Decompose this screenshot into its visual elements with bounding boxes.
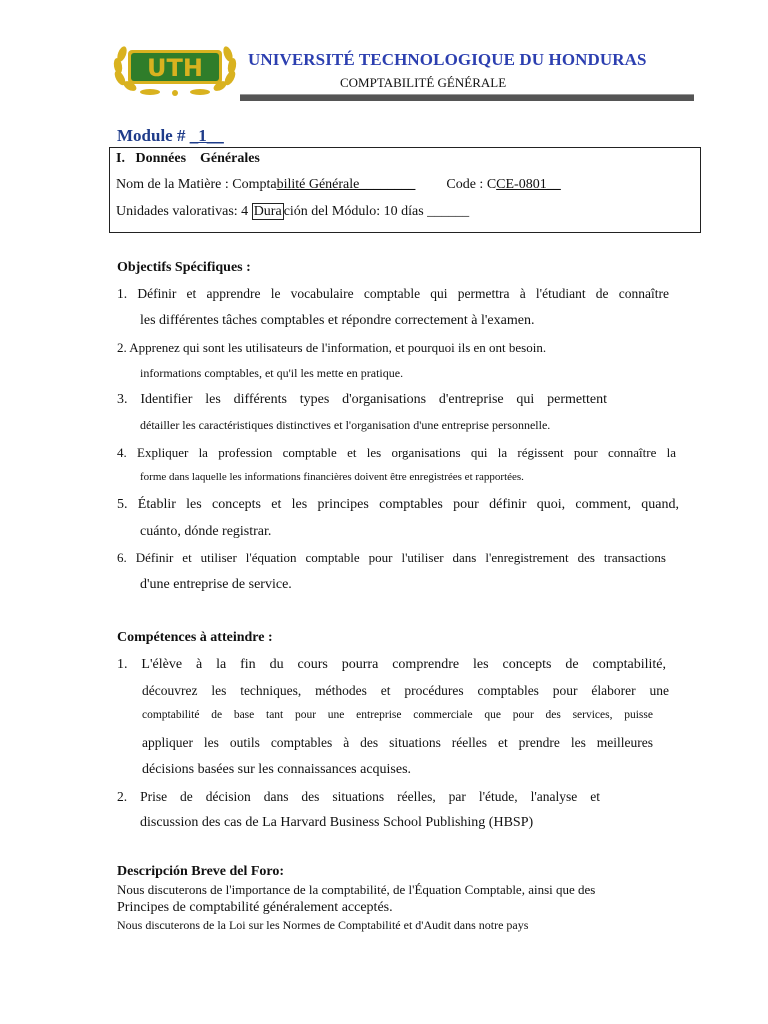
general-heading-num: I. — [116, 151, 125, 166]
general-heading — [116, 151, 260, 167]
objective-6-line1: 6. Définir et utiliser l'équation comptable pour l'utiliser dans l'enregistrement des transactions — [117, 550, 666, 565]
subject-value: bilité Générale________ — [276, 177, 416, 192]
objective-5-line1: 5. Établir les concepts et les principes comptables pour définir quoi, comment, quand, — [117, 497, 679, 512]
module-heading — [117, 126, 224, 146]
objective-5-line2: cuánto, dónde registrar. — [140, 524, 272, 539]
code-label: Code : C — [446, 177, 497, 192]
competence-1-line2: découvrez les techniques, méthodes et procédures comptables pour élaborer une — [142, 683, 669, 698]
objective-3-line1: 3. Identifier les différents types d'organisations d'entreprise qui permettent — [117, 392, 607, 407]
uth-logo — [110, 38, 240, 98]
competence-1-line4: appliquer les outils comptables à des situations réelles et prendre les meilleures — [142, 735, 653, 750]
objective-6-line2: d'une entreprise de service. — [140, 577, 292, 592]
units-suffix: ción del Módulo: 10 días ______ — [283, 204, 470, 219]
competences-title: Compétences à atteindre : — [117, 630, 273, 645]
forum-line-1: Nous discuterons de l'importance de la comptabilité, de l'Équation Comptable, ainsi que des — [117, 882, 596, 897]
competence-1-line5: décisions basées sur les connaissances acquises. — [142, 762, 412, 777]
logo-text: UTH — [147, 54, 203, 82]
general-heading-text: Données Générales — [135, 151, 260, 166]
units-prefix: Unidades valorativas: 4 — [116, 204, 252, 219]
competence-1-line1: 1. L'élève à la fin du cours pourra comprendre les concepts de comptabilité, — [117, 657, 666, 672]
objective-2-line1: 2. Apprenez qui sont les utilisateurs de l'information, et pourquoi ils en ont besoin. — [117, 340, 547, 355]
objectives-title: Objectifs Spécifiques : — [117, 260, 251, 275]
objective-1-line1: 1. Définir et apprendre le vocabulaire comptable qui permettra à l'étudiant de connaître — [117, 286, 669, 301]
module-number: _1__ — [189, 126, 224, 145]
module-label: Module # — [117, 126, 186, 145]
forum-title: Descripción Breve del Foro: — [117, 864, 285, 879]
objective-1-line2: les différentes tâches comptables et répondre correctement à l'examen. — [140, 313, 535, 328]
subject-title: COMPTABILITÉ GÉNÉRALE — [340, 75, 507, 90]
objective-4-line2: forme dans laquelle les informations financières doivent être enregistrées et rapportées. — [140, 471, 524, 483]
forum-line-3: Nous discuterons de la Loi sur les Normes de Comptabilité et d'Audit dans notre pays — [117, 918, 529, 932]
subject-line — [116, 177, 561, 193]
forum-line-2: Principes de comptabilité généralement acceptés. — [117, 900, 393, 915]
subject-label: Nom de la Matière : Compta — [116, 177, 277, 192]
competence-1-line3: comptabilité de base tant pour une entreprise commerciale que pour des services, puisse — [142, 709, 653, 721]
objective-4-line1: 4. Expliquer la profession comptable et les organisations qui la régissent pour connaître la — [117, 445, 676, 460]
units-line — [116, 204, 469, 220]
objective-2-line2: informations comptables, et qu'il les mette en pratique. — [140, 366, 404, 380]
code-value: CE-0801__ — [496, 177, 561, 192]
competence-2-line1: 2. Prise de décision dans des situations réelles, par l'étude, l'analyse et — [117, 789, 600, 804]
header-rule — [240, 95, 694, 101]
competence-2-line2: discussion des cas de La Harvard Business School Publishing (HBSP) — [140, 815, 534, 830]
university-title: UNIVERSITÉ TECHNOLOGIQUE DU HONDURAS — [248, 50, 647, 69]
objective-3-line2: détailler les caractéristiques distinctives et l'organisation d'une entreprise personnelle. — [140, 418, 551, 432]
general-data-box — [109, 147, 701, 233]
units-boxed: Dura — [253, 204, 282, 219]
